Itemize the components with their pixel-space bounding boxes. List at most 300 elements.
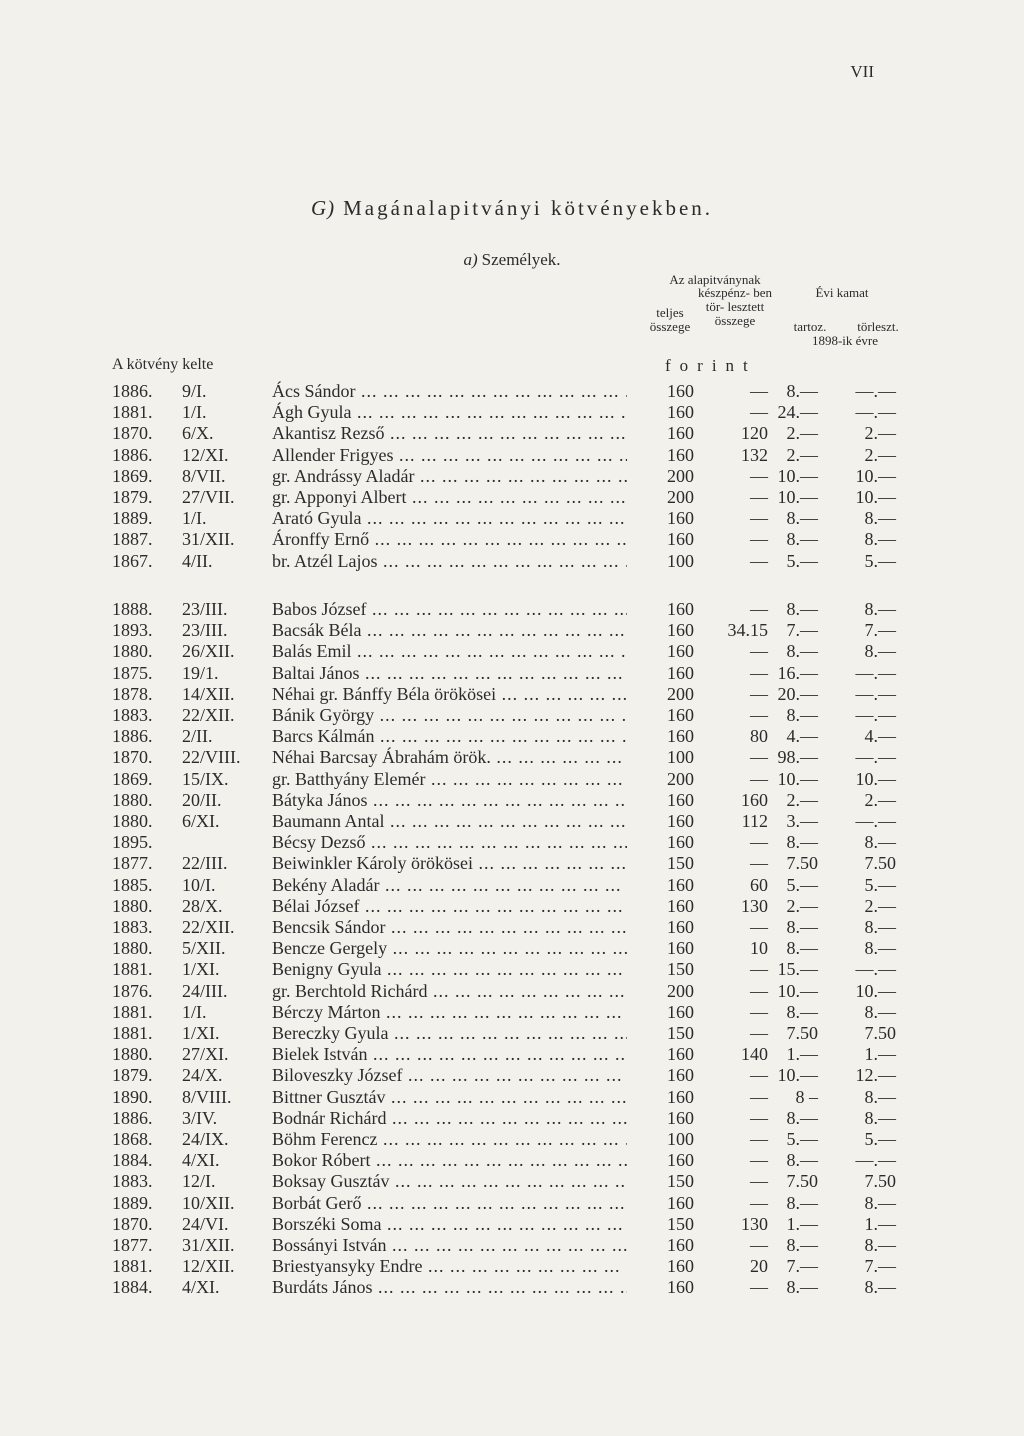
row-repay: 7.50 xyxy=(864,1023,896,1043)
row-repay: 10.— xyxy=(855,980,896,1001)
row-repay: 5.— xyxy=(864,874,896,895)
row-paid: — xyxy=(750,641,768,662)
row-name: gr. Andrássy Aladár ... . xyxy=(272,465,627,487)
row-total: 160 xyxy=(667,1107,694,1128)
row-paid: — xyxy=(750,1171,768,1192)
row-name: Bossányi István ... . xyxy=(272,1234,627,1256)
row-date: 31/XII. xyxy=(182,529,235,550)
row-total: 160 xyxy=(667,402,694,423)
row-year: 1886. xyxy=(112,444,153,465)
row-year: 1890. xyxy=(112,1086,153,1107)
table-row xyxy=(0,465,1024,487)
row-interest: 8.— xyxy=(786,917,818,937)
row-date: 20/II. xyxy=(182,789,222,810)
row-total: 150 xyxy=(667,1023,694,1043)
row-total: 160 xyxy=(667,529,694,550)
row-name: Bélai József ... . xyxy=(272,895,627,917)
table-row xyxy=(0,1213,1024,1235)
header-group: Az alapitványnak xyxy=(669,272,761,287)
row-year: 1881. xyxy=(112,1023,153,1043)
row-date: 12/XI. xyxy=(182,444,229,465)
table-row xyxy=(0,380,1024,402)
row-interest: 5.— xyxy=(786,874,818,895)
row-date: 2/II. xyxy=(182,726,213,747)
table-row xyxy=(0,683,1024,705)
row-interest: 10.— xyxy=(777,487,818,507)
row-date: 1/XI. xyxy=(182,959,220,980)
row-name: Bérczy Márton ... . xyxy=(272,1001,627,1023)
table-row xyxy=(0,444,1024,466)
row-name: Akantisz Rezső ... . xyxy=(272,422,627,444)
row-repay: 4.— xyxy=(864,726,896,747)
row-date: 10/XII. xyxy=(182,1192,235,1213)
table-row xyxy=(0,916,1024,938)
row-interest: 2.— xyxy=(786,895,818,916)
header-tartoz: tartoz. xyxy=(793,319,827,334)
row-interest: 1.— xyxy=(786,1213,818,1234)
section-label: G) xyxy=(310,196,336,220)
row-interest: 8.— xyxy=(786,938,818,959)
row-paid: — xyxy=(750,768,768,789)
row-interest: 2.— xyxy=(786,789,818,810)
row-total: 160 xyxy=(667,1001,694,1022)
row-interest: 8.— xyxy=(786,1235,818,1255)
row-paid: 120 xyxy=(741,423,768,444)
row-date: 28/X. xyxy=(182,895,223,916)
row-date: 8/VIII. xyxy=(182,1086,232,1107)
row-date: 24/IX. xyxy=(182,1129,229,1149)
row-repay: 8.— xyxy=(864,529,896,550)
row-date: 1/I. xyxy=(182,402,207,423)
row-year: 1883. xyxy=(112,1171,153,1192)
row-name: Ács Sándor ... . xyxy=(272,380,627,402)
row-paid: — xyxy=(750,832,768,853)
row-repay: —.— xyxy=(855,402,896,423)
table-row xyxy=(0,852,1024,874)
row-interest: 7.50 xyxy=(786,1023,818,1043)
row-repay: —.— xyxy=(855,959,896,980)
row-paid: — xyxy=(750,662,768,683)
row-interest: 8.— xyxy=(786,705,818,725)
row-name: Borszéki Soma ... . xyxy=(272,1213,627,1235)
section-title: Magánalapitványi kötvényekben. xyxy=(343,196,714,220)
row-repay: 8.— xyxy=(864,832,896,853)
row-paid: — xyxy=(750,959,768,980)
row-repay: 7.50 xyxy=(864,853,896,874)
row-year: 1885. xyxy=(112,874,153,895)
row-year: 1879. xyxy=(112,487,153,507)
row-date: 12/I. xyxy=(182,1171,216,1192)
row-total: 160 xyxy=(667,726,694,747)
row-name: Biloveszky József ... . xyxy=(272,1064,627,1086)
row-paid: — xyxy=(750,1192,768,1213)
row-total: 160 xyxy=(667,938,694,959)
row-date: 4/XI. xyxy=(182,1150,220,1171)
row-interest: 8.— xyxy=(786,1277,818,1298)
row-repay: 1.— xyxy=(864,1044,896,1065)
row-paid: 60 xyxy=(750,874,768,895)
row-paid: — xyxy=(750,529,768,550)
table-row xyxy=(0,810,1024,832)
row-total: 150 xyxy=(667,1213,694,1234)
row-date: 22/XII. xyxy=(182,917,235,937)
row-interest: 8.— xyxy=(786,508,818,529)
row-year: 1870. xyxy=(112,747,153,768)
row-total: 160 xyxy=(667,874,694,895)
row-total: 160 xyxy=(667,789,694,810)
row-year: 1876. xyxy=(112,980,153,1001)
row-name: Bielek István ... . xyxy=(272,1043,627,1065)
table-row xyxy=(0,1255,1024,1277)
table-row xyxy=(0,1192,1024,1214)
row-paid: — xyxy=(750,980,768,1001)
row-repay: 2.— xyxy=(864,423,896,444)
table-row xyxy=(0,746,1024,768)
row-year: 1880. xyxy=(112,895,153,916)
row-repay: —.— xyxy=(855,747,896,768)
row-interest: 8.— xyxy=(786,599,818,619)
row-paid: — xyxy=(750,508,768,529)
table-row xyxy=(0,1107,1024,1129)
row-repay: —.— xyxy=(855,811,896,831)
table-row xyxy=(0,486,1024,508)
row-year: 1886. xyxy=(112,1107,153,1128)
header-forint: forint xyxy=(665,356,757,375)
row-paid: 34.15 xyxy=(727,620,768,641)
row-total: 160 xyxy=(667,381,694,401)
row-total: 200 xyxy=(667,768,694,789)
subsection-title: Személyek. xyxy=(481,250,561,269)
row-year: 1884. xyxy=(112,1277,153,1298)
row-date: 15/IX. xyxy=(182,768,229,789)
row-year: 1881. xyxy=(112,1256,153,1277)
row-total: 150 xyxy=(667,853,694,874)
row-paid: — xyxy=(750,1235,768,1255)
row-total: 160 xyxy=(667,1277,694,1298)
row-interest: 8.— xyxy=(786,1150,818,1171)
row-interest: 8.— xyxy=(786,1001,818,1022)
row-year: 1895. xyxy=(112,832,153,853)
table-row xyxy=(0,1043,1024,1065)
row-year: 1880. xyxy=(112,1044,153,1065)
row-paid: — xyxy=(750,683,768,704)
row-name: Benigny Gyula ... . xyxy=(272,958,627,980)
row-interest: 8.— xyxy=(786,529,818,550)
row-interest: 8 – xyxy=(795,1086,818,1107)
row-paid: — xyxy=(750,1277,768,1298)
row-date: 3/IV. xyxy=(182,1107,218,1128)
row-paid: 112 xyxy=(741,811,768,831)
row-repay: 8.— xyxy=(864,917,896,937)
row-name: Barcs Kálmán ... . xyxy=(272,725,627,747)
row-total: 150 xyxy=(667,959,694,980)
row-paid: — xyxy=(750,599,768,619)
row-repay: 1.— xyxy=(864,1213,896,1234)
row-repay: 8.— xyxy=(864,1107,896,1128)
table-row xyxy=(0,662,1024,684)
row-year: 1884. xyxy=(112,1150,153,1171)
row-date: 10/I. xyxy=(182,874,216,895)
row-interest: 2.— xyxy=(786,444,818,465)
subsection-label: a) xyxy=(463,250,478,269)
row-name: Baltai János ... . xyxy=(272,662,627,684)
row-repay: 8.— xyxy=(864,1001,896,1022)
row-name: Babos József ... . xyxy=(272,598,627,620)
table-row xyxy=(0,980,1024,1002)
row-year: 1877. xyxy=(112,853,153,874)
row-total: 160 xyxy=(667,705,694,725)
row-paid: — xyxy=(750,381,768,401)
row-name: Allender Frigyes ... . xyxy=(272,444,627,466)
row-date: 4/XI. xyxy=(182,1277,220,1298)
table-row xyxy=(0,1128,1024,1150)
row-repay: 12.— xyxy=(855,1065,896,1086)
row-repay: 2.— xyxy=(864,895,896,916)
row-date: 14/XII. xyxy=(182,683,235,704)
header-kelte: A kötvény kelte xyxy=(112,356,214,373)
table-row xyxy=(0,1234,1024,1256)
table-row xyxy=(0,874,1024,896)
row-date: 24/III. xyxy=(182,980,228,1001)
row-interest: 10.— xyxy=(777,1065,818,1086)
row-paid: — xyxy=(750,487,768,507)
row-year: 1887. xyxy=(112,529,153,550)
row-total: 160 xyxy=(667,1150,694,1171)
row-interest: 8.— xyxy=(786,832,818,853)
row-interest: 7.50 xyxy=(786,853,818,874)
row-interest: 10.— xyxy=(777,465,818,486)
row-repay: —.— xyxy=(855,662,896,683)
row-interest: 24.— xyxy=(777,402,818,423)
row-year: 1881. xyxy=(112,1001,153,1022)
table-row xyxy=(0,789,1024,811)
table-row xyxy=(0,1170,1024,1192)
row-total: 160 xyxy=(667,662,694,683)
table-row xyxy=(0,422,1024,444)
row-year: 1893. xyxy=(112,620,153,641)
row-interest: 4.— xyxy=(786,726,818,747)
table-row xyxy=(0,937,1024,959)
row-year: 1888. xyxy=(112,599,153,619)
row-repay: 10.— xyxy=(855,487,896,507)
row-repay: 8.— xyxy=(864,1277,896,1298)
row-repay: 8.— xyxy=(864,508,896,529)
row-interest: 7.— xyxy=(786,1256,818,1277)
row-name: Burdáts János ... . xyxy=(272,1276,627,1298)
row-name: Bencsik Sándor ... . xyxy=(272,916,627,938)
row-name: Bánik György ... . xyxy=(272,704,627,726)
row-paid: 80 xyxy=(750,726,768,747)
row-interest: 15.— xyxy=(777,959,818,980)
row-repay: 2.— xyxy=(864,444,896,465)
row-total: 160 xyxy=(667,508,694,529)
row-date: 26/XII. xyxy=(182,641,235,662)
row-interest: 7.50 xyxy=(786,1171,818,1192)
row-year: 1870. xyxy=(112,1213,153,1234)
row-repay: 7.— xyxy=(864,1256,896,1277)
row-total: 160 xyxy=(667,1256,694,1277)
row-year: 1880. xyxy=(112,789,153,810)
row-interest: 5.— xyxy=(786,550,818,571)
subsection-heading xyxy=(0,250,1024,270)
row-year: 1869. xyxy=(112,465,153,486)
row-name: Néhai Barcsay Ábrahám örök. ... . xyxy=(272,746,627,768)
row-paid: — xyxy=(750,917,768,937)
row-year: 1869. xyxy=(112,768,153,789)
row-year: 1886. xyxy=(112,381,153,401)
row-total: 160 xyxy=(667,1235,694,1255)
row-date: 22/VIII. xyxy=(182,747,241,768)
row-total: 200 xyxy=(667,487,694,507)
row-date: 1/I. xyxy=(182,1001,207,1022)
row-repay: 5.— xyxy=(864,550,896,571)
row-interest: 10.— xyxy=(777,980,818,1001)
row-interest: 10.— xyxy=(777,768,818,789)
table-row xyxy=(0,619,1024,641)
table-row xyxy=(0,958,1024,980)
row-date: 12/XII. xyxy=(182,1256,235,1277)
row-name: Balás Emil ... . xyxy=(272,640,627,662)
row-name: Néhai gr. Bánffy Béla örökösei ... . xyxy=(272,683,627,705)
row-total: 160 xyxy=(667,1044,694,1065)
row-total: 100 xyxy=(667,550,694,571)
row-repay: —.— xyxy=(855,705,896,725)
table-row xyxy=(0,831,1024,853)
table-row xyxy=(0,640,1024,662)
row-interest: 8.— xyxy=(786,1107,818,1128)
row-total: 100 xyxy=(667,747,694,768)
row-date: 24/VI. xyxy=(182,1213,229,1234)
header-evi-kamat: Évi kamat xyxy=(815,285,869,300)
row-paid: — xyxy=(750,1023,768,1043)
row-name: Arató Gyula ... . xyxy=(272,507,627,529)
row-total: 200 xyxy=(667,980,694,1001)
row-date: 23/III. xyxy=(182,599,228,619)
row-year: 1870. xyxy=(112,423,153,444)
header-keszpenz: készpénz- ben tör- lesztett összege xyxy=(698,285,772,328)
header-torleszt: törleszt. xyxy=(857,319,899,334)
row-repay: 2.— xyxy=(864,789,896,810)
section-heading xyxy=(0,196,1024,221)
row-name: gr. Berchtold Richárd ... . xyxy=(272,980,627,1002)
table-row xyxy=(0,550,1024,572)
row-paid: — xyxy=(750,1129,768,1149)
page-number: VII xyxy=(850,62,874,81)
row-paid: — xyxy=(750,402,768,423)
row-repay: 8.— xyxy=(864,1192,896,1213)
row-year: 1881. xyxy=(112,959,153,980)
row-date: 8/VII. xyxy=(182,465,226,486)
row-date: 27/VII. xyxy=(182,487,235,507)
row-name: Bokor Róbert ... . xyxy=(272,1149,627,1171)
row-name: Bereczky Gyula ... . xyxy=(272,1022,627,1044)
row-total: 160 xyxy=(667,917,694,937)
row-total: 160 xyxy=(667,895,694,916)
row-paid: — xyxy=(750,1150,768,1171)
table-row xyxy=(0,1149,1024,1171)
row-interest: 7.— xyxy=(786,620,818,641)
row-paid: — xyxy=(750,705,768,725)
table-row xyxy=(0,1001,1024,1023)
row-repay: 10.— xyxy=(855,768,896,789)
row-name: Bécsy Dezső ... . xyxy=(272,831,627,853)
row-total: 160 xyxy=(667,423,694,444)
row-paid: — xyxy=(750,853,768,874)
row-date: 22/III. xyxy=(182,853,228,874)
row-paid: — xyxy=(750,1086,768,1107)
row-paid: 130 xyxy=(741,895,768,916)
row-paid: — xyxy=(750,1065,768,1086)
row-total: 160 xyxy=(667,1065,694,1086)
row-total: 160 xyxy=(667,641,694,662)
row-name: Bittner Gusztáv ... . xyxy=(272,1086,627,1108)
row-repay: 8.— xyxy=(864,1086,896,1107)
row-name: Bacsák Béla ... . xyxy=(272,619,627,641)
row-interest: 2.— xyxy=(786,423,818,444)
table-row xyxy=(0,725,1024,747)
row-date: 22/XII. xyxy=(182,705,235,725)
row-total: 160 xyxy=(667,620,694,641)
row-paid: — xyxy=(750,747,768,768)
row-interest: 20.— xyxy=(777,683,818,704)
row-name: Baumann Antal ... . xyxy=(272,810,627,832)
row-year: 1883. xyxy=(112,705,153,725)
row-interest: 16.— xyxy=(777,662,818,683)
row-repay: 8.— xyxy=(864,1235,896,1255)
row-interest: 8.— xyxy=(786,641,818,662)
row-year: 1889. xyxy=(112,508,153,529)
row-paid: — xyxy=(750,1001,768,1022)
row-paid: 130 xyxy=(741,1213,768,1234)
row-name: Bencze Gergely ... . xyxy=(272,937,627,959)
row-year: 1881. xyxy=(112,402,153,423)
row-repay: —.— xyxy=(855,1150,896,1171)
row-name: Böhm Ferencz ... . xyxy=(272,1128,627,1150)
row-paid: 132 xyxy=(741,444,768,465)
row-date: 5/XII. xyxy=(182,938,226,959)
row-year: 1880. xyxy=(112,811,153,831)
row-repay: 8.— xyxy=(864,641,896,662)
row-name: br. Atzél Lajos ... . xyxy=(272,550,627,572)
row-total: 100 xyxy=(667,1129,694,1149)
row-repay: —.— xyxy=(855,683,896,704)
row-date: 4/II. xyxy=(182,550,213,571)
row-date: 6/X. xyxy=(182,423,214,444)
table-row xyxy=(0,528,1024,550)
row-interest: 8.— xyxy=(786,381,818,401)
row-total: 160 xyxy=(667,444,694,465)
row-repay: 5.— xyxy=(864,1129,896,1149)
row-paid: 140 xyxy=(741,1044,768,1065)
row-year: 1875. xyxy=(112,662,153,683)
row-total: 160 xyxy=(667,832,694,853)
table-row xyxy=(0,598,1024,620)
row-paid: 20 xyxy=(750,1256,768,1277)
table-row xyxy=(0,1086,1024,1108)
row-name: gr. Apponyi Albert ... . xyxy=(272,486,627,508)
row-total: 200 xyxy=(667,465,694,486)
row-interest: 5.— xyxy=(786,1129,818,1149)
row-year: 1878. xyxy=(112,683,153,704)
row-date: 1/XI. xyxy=(182,1023,220,1043)
table-row xyxy=(0,768,1024,790)
row-year: 1867. xyxy=(112,550,153,571)
row-total: 150 xyxy=(667,1171,694,1192)
row-date: 6/XI. xyxy=(182,811,220,831)
row-year: 1877. xyxy=(112,1235,153,1255)
row-date: 19/1. xyxy=(182,662,219,683)
row-name: Bekény Aladár ... . xyxy=(272,874,627,896)
